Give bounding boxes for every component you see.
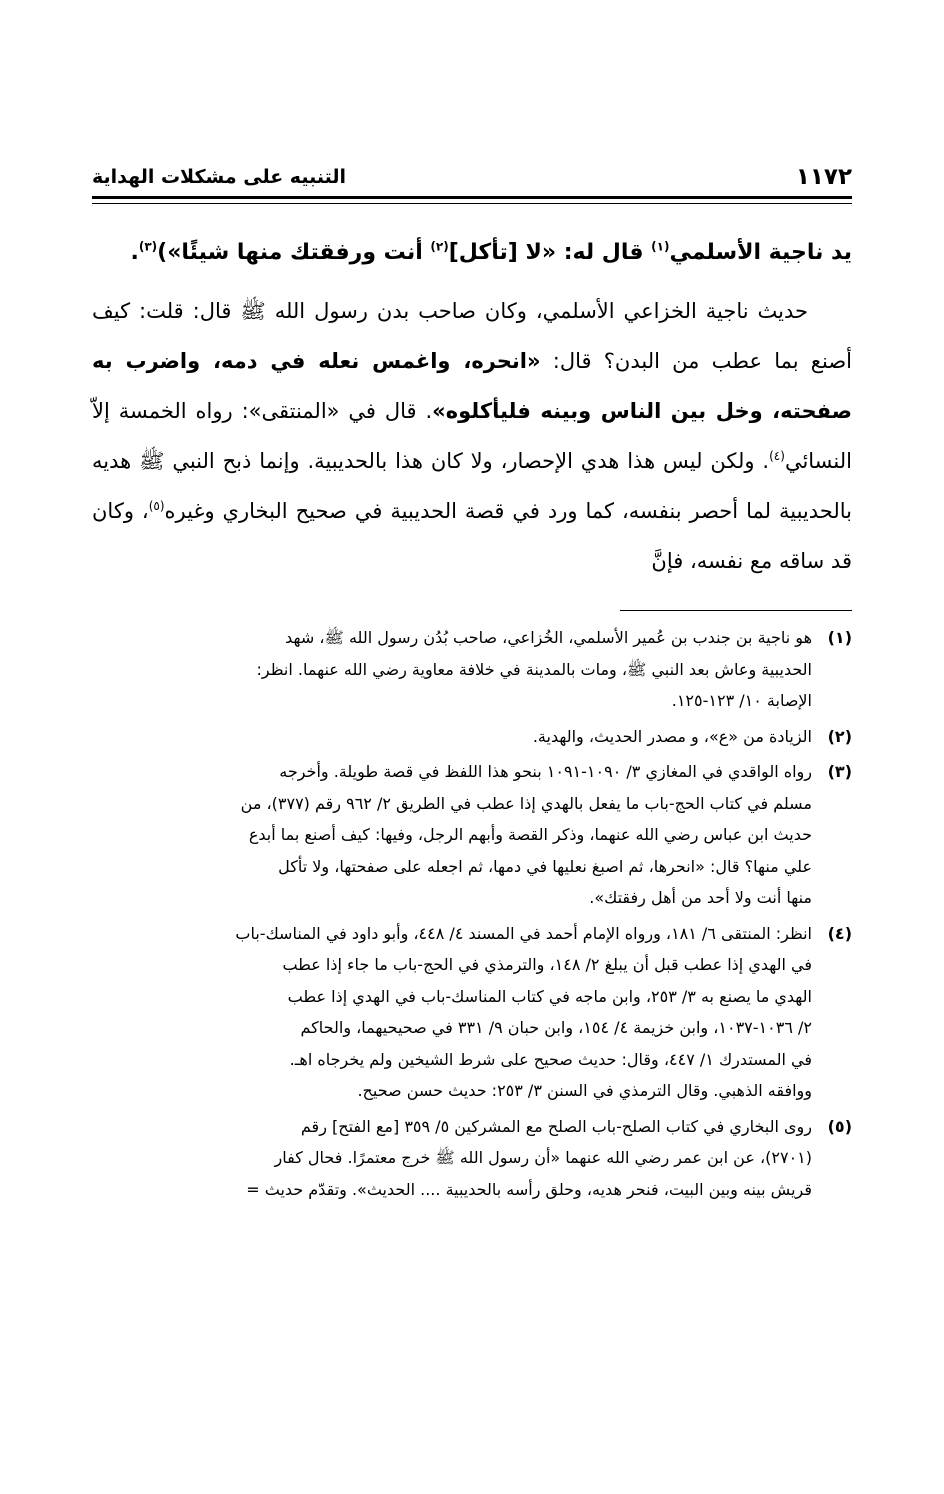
lead-part: .	[130, 240, 139, 265]
footnote-line: مسلم في كتاب الحج-باب ما يفعل بالهدي إذا عطب في الطريق ٢/ ٩٦٢ رقم (٣٧٧)، من	[240, 793, 812, 813]
footnote-line: ٢/ ١٠٣٦-١٠٣٧، وابن خزيمة ٤/ ١٥٤، وابن حبان ٩/ ٣٣١ في صحيحيهما، والحاكم	[300, 1018, 812, 1037]
lead-part: أنت ورفقتك منها شيئًا»)	[157, 240, 431, 265]
footnote-number: (٥)	[827, 1116, 852, 1136]
footnote-line: روى البخاري في كتاب الصلح-باب الصلح مع المشركين ٥/ ٣٥٩ [مع الفتح] رقم	[300, 1116, 812, 1136]
footnote-3	[92, 756, 852, 914]
footnote-line: هو ناجية بن جندب بن عُمير الأسلمي، الخُزاعي، صاحب بُدُن رسول الله ﷺ، شهد	[285, 628, 812, 647]
running-title: التنبيه على مشكلات الهداية	[92, 166, 346, 188]
paragraph-text: . قال في «المنتقى»: رواه الخمسة إلاّ النسائي	[92, 399, 852, 473]
footnote-line: في الهدي إذا عطب قبل أن يبلغ ٢/ ١٤٨، والترمذي في الحج-باب ما جاء إذا عطب	[282, 955, 812, 974]
paragraph-text: حديث ناجية الخزاعي الأسلمي، وكان صاحب بدن رسول الله ﷺ قال: قلت: كيف أصنع بما عطب من البدن؟ قال:	[92, 299, 852, 373]
footnote-line: الزيادة من «ع»، و مصدر الحديث، والهدية.	[532, 726, 812, 746]
footnote-line: قريش بينه وبين البيت، فنحر هديه، وحلق رأسه بالحديبية .... الحديث». وتقدّم حديث =	[246, 1179, 812, 1199]
footnote-line: في المستدرك ١/ ٤٤٧، وقال: حديث صحيح على شرط الشيخين ولم يخرجاه اهـ.	[289, 1049, 812, 1069]
footnote-5	[92, 1111, 852, 1206]
footnote-marker: (٢)	[430, 239, 449, 254]
hadith-quote: «انحره، واغمس نعله في دمه، واضرب به صفحته، وخل بين الناس وبينه فليأكلوه»	[92, 349, 853, 423]
footnote-marker: (٣)	[138, 239, 158, 254]
main-text	[92, 228, 852, 586]
footnote-1	[92, 622, 852, 717]
footnote-marker: (٤)	[769, 449, 785, 463]
lead-part: يد ناجية الأسلمي	[669, 240, 852, 265]
footnote-number: (٢)	[827, 726, 852, 746]
header-rule-thick	[92, 196, 852, 199]
paragraph-text: ، وكان قد ساقه مع نفسه، فإنَّ	[92, 499, 852, 573]
footnote-line: الهدي ما يصنع به ٣/ ٢٥٣، وابن ماجه في كتاب المناسك-باب في الهدي إذا عطب	[287, 986, 812, 1006]
lead-sentence	[92, 228, 852, 278]
footnote-number: (٤)	[827, 923, 852, 943]
footnote-marker: (٥)	[148, 499, 165, 513]
body-paragraph	[92, 286, 852, 586]
footnotes	[92, 622, 852, 1209]
footnote-4	[92, 918, 852, 1107]
footnote-text	[92, 622, 812, 717]
footnote-number: (٣)	[827, 762, 852, 781]
footnote-line: ووافقه الذهبي. وقال الترمذي في السنن ٣/ ٢٥٣: حديث حسن صحيح.	[357, 1081, 812, 1100]
lead-part: قال له: «لا [تأكل]	[448, 240, 652, 265]
page-header	[92, 140, 852, 196]
footnote-line: علي منها؟ قال: «انحرها، ثم اصبغ نعليها في دمها، ثم اجعله على صفحتها، ولا تأكل	[278, 856, 812, 876]
footnote-text	[92, 721, 812, 753]
footnote-text	[92, 756, 812, 914]
footnote-line: (٢٧٠١)، عن ابن عمر رضي الله عنهما «أن رسول الله ﷺ خرج معتمرًا. فحال كفار	[274, 1148, 812, 1167]
footnote-text	[92, 1111, 812, 1206]
footnote-line: انظر: المنتقى ٦/ ١٨١، ورواه الإمام أحمد في المسند ٤/ ٤٤٨، وأبو داود في المناسك-باب	[235, 923, 812, 943]
footnote-number: (١)	[827, 628, 852, 647]
footnote-marker: (١)	[651, 239, 670, 254]
footnote-line: الإصابة ١٠/ ١٢٣-١٢٥.	[671, 691, 812, 710]
footnote-text	[92, 918, 812, 1107]
footnote-2	[92, 721, 852, 753]
footnote-line: حديث ابن عباس رضي الله عنهما، وذكر القصة وأبهم الرجل، وفيها: كيف أصنع بما أبدع	[248, 825, 812, 844]
footnote-line: منها أنت ولا أحد من أهل رفقتك».	[589, 888, 812, 907]
footnote-separator	[620, 610, 852, 611]
footnote-line: الحديبية وعاش بعد النبي ﷺ، ومات بالمدينة في خلافة معاوية رضي الله عنهما. انظر:	[256, 659, 812, 679]
footnote-line: رواه الواقدي في المغازي ٣/ ١٠٩٠-١٠٩١ بنحو هذا اللفظ في قصة طويلة. وأخرجه	[279, 762, 812, 781]
page-number: ١١٧٢	[795, 164, 852, 190]
paragraph-text: . ولكن ليس هذا هدي الإحصار، ولا كان هذا بالحديبية. وإنما ذبح النبي ﷺ هديه بالحديبية لما أحصر بنفسه، كما ورد في قصة الحديبية في صحيح البخاري وغيره	[92, 449, 852, 523]
header-rule-thin	[92, 203, 852, 204]
